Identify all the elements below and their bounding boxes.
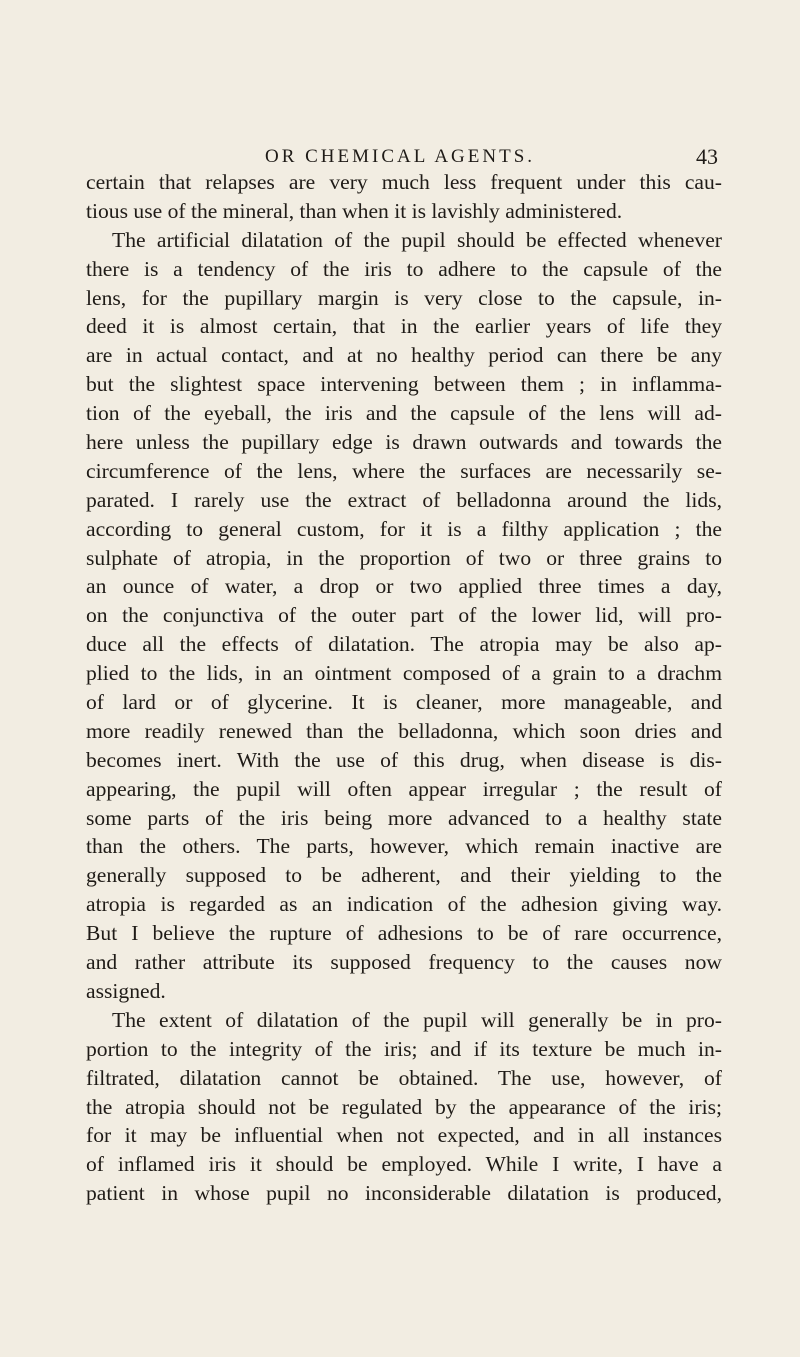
text-line: of lard or of glycerine. It is cleaner, more manageable, and [86,690,722,715]
text-line: sulphate of atropia, in the proportion of two or three grains to [86,545,722,570]
text-line: assigned. [86,978,166,1003]
text-line: The artificial dilatation of the pupil should be effected whenever [112,227,722,252]
text-line: for it may be influential when not expected, and in all instances [86,1123,722,1148]
text-line: deed it is almost certain, that in the earlier years of life they [86,314,722,339]
text-line: generally supposed to be adherent, and their yielding to the [86,863,722,888]
text-line: filtrated, dilatation cannot be obtained. The use, however, of [86,1065,722,1090]
running-head-title: OR CHEMICAL AGENTS. [264,146,536,167]
text-line: tion of the eyeball, the iris and the capsule of the lens will ad- [86,401,722,426]
running-head [0,145,800,169]
text-line: more readily renewed than the belladonna, which soon dries and [86,718,722,743]
body-text [86,168,722,1208]
text-line: than the others. The parts, however, which remain inactive are [86,834,722,859]
text-line: circumference of the lens, where the surfaces are necessarily se- [86,458,722,483]
text-line: but the slightest space intervening between them ; in inflamma- [86,372,722,397]
text-line: atropia is regarded as an indication of the adhesion giving way. [86,892,722,917]
text-line: of inflamed iris it should be employed. While I write, I have a [86,1152,722,1177]
text-line: tious use of the mineral, than when it is lavishly administered. [86,198,623,223]
text-line: on the conjunctiva of the outer part of the lower lid, will pro- [86,603,722,628]
text-line: becomes inert. With the use of this drug, when disease is dis- [86,747,722,772]
text-line: according to general custom, for it is a filthy application ; the [86,516,722,541]
text-line: there is a tendency of the iris to adhere to the capsule of the [86,256,722,281]
text-line: duce all the effects of dilatation. The atropia may be also ap- [86,632,722,657]
page-number: 43 [696,144,718,169]
text-line: portion to the integrity of the iris; and if its texture be much in- [86,1036,722,1061]
text-line: lens, for the pupillary margin is very close to the capsule, in- [86,285,722,310]
text-line: But I believe the rupture of adhesions to be of rare occurrence, [86,921,722,946]
text-line: plied to the lids, in an ointment composed of a grain to a drachm [86,661,722,686]
text-line: here unless the pupillary edge is drawn outwards and towards the [86,430,722,455]
text-line: are in actual contact, and at no healthy period can there be any [86,343,722,368]
text-line: certain that relapses are very much less frequent under this cau- [86,170,722,194]
text-line: an ounce of water, a drop or two applied three times a day, [86,574,722,599]
text-line: and rather attribute its supposed frequency to the causes now [86,950,722,975]
text-line: The extent of dilatation of the pupil will generally be in pro- [112,1007,722,1032]
text-line: patient in whose pupil no inconsiderable dilatation is produced, [86,1181,722,1206]
text-line: some parts of the iris being more advanced to a healthy state [86,805,722,830]
text-line: the atropia should not be regulated by the appearance of the iris; [86,1094,722,1119]
text-line: parated. I rarely use the extract of belladonna around the lids, [86,487,722,512]
text-line: appearing, the pupil will often appear irregular ; the result of [86,776,722,801]
